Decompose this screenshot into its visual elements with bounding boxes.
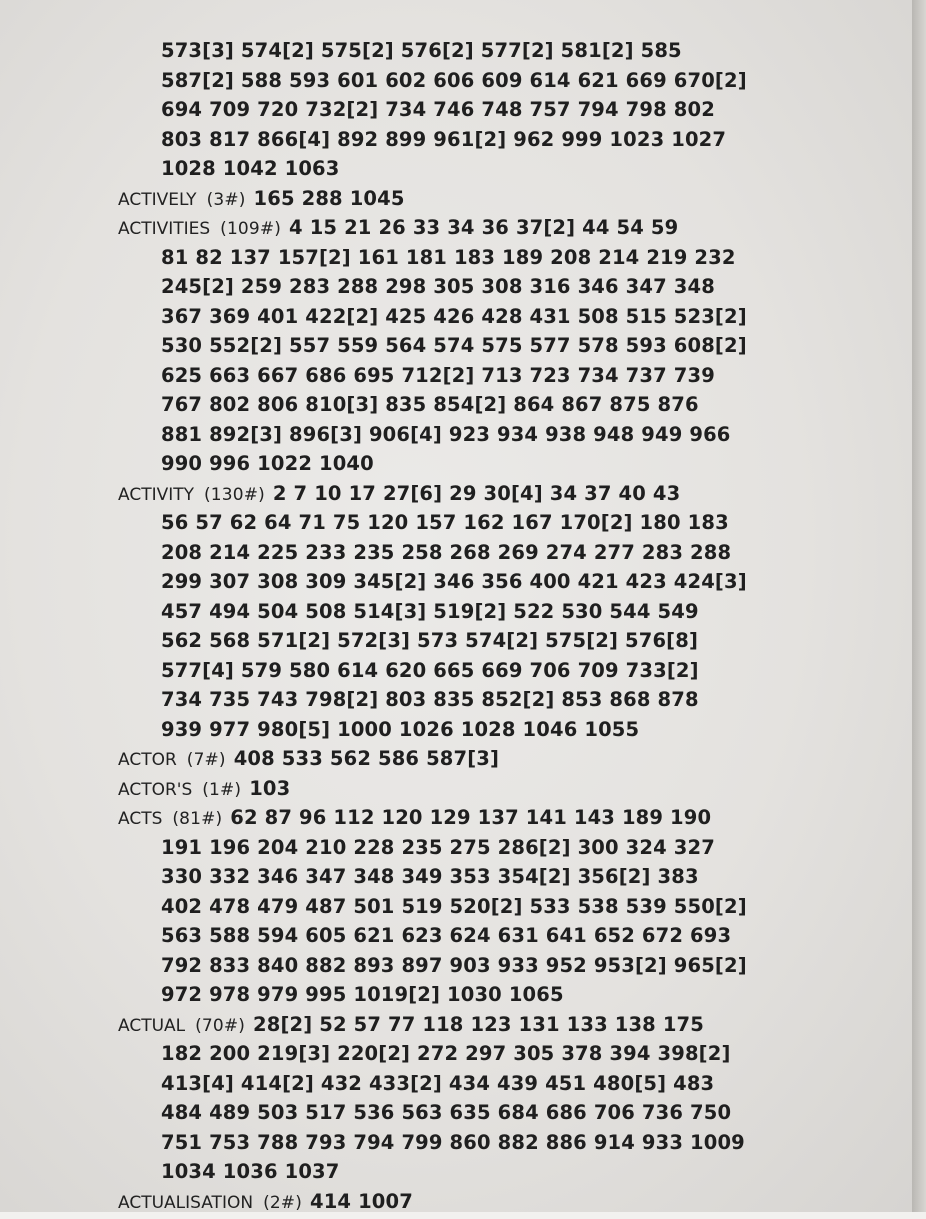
entry-count: (81#) [172,809,223,829]
entry-count: (7#) [186,750,226,770]
page-references: 881 892[3] 896[3] 906[4] 923 934 938 948 949 966 [161,422,731,446]
entry-continuation-line [118,449,878,479]
page-references: 1028 1042 1063 [161,157,340,180]
entry-continuation-line [118,331,878,361]
entry-continuation-line [118,272,878,302]
entry-continuation-line [118,715,878,745]
entry-count: (109#) [220,219,282,239]
index-entry [118,1187,878,1213]
entry-continuation-line [118,420,878,450]
entry-continuation-line [118,1157,878,1187]
entry-first-line [118,774,878,804]
entry-continuation-line [118,125,878,155]
page-references: 245[2] 259 283 288 298 305 308 316 346 347 348 [161,275,715,298]
page-references: 972 978 979 995 1019[2] 1030 1065 [161,983,564,1006]
entry-continuation-line [118,567,878,597]
index-entry [118,479,878,745]
page-references: 208 214 225 233 235 258 268 269 274 277 283 288 [161,540,732,564]
page-references: 413[4] 414[2] 432 433[2] 434 439 451 480[5] 483 [161,1071,715,1095]
page-references: 191 196 204 210 228 235 275 286[2] 300 324 327 [161,835,715,859]
page-references: 751 753 788 793 794 799 860 882 886 914 933 1009 [161,1130,745,1154]
entry-first-line [118,744,878,774]
page-references: 530 552[2] 557 559 564 574 575 577 578 593 608[2] [161,334,747,357]
index-entry [118,36,878,184]
page-references: 414 1007 [310,1189,413,1212]
entry-first-line [118,1010,878,1040]
entry-continuation-line [118,685,878,715]
page-references: 28[2] 52 57 77 118 123 131 133 138 175 [253,1012,704,1036]
page-references: 563 588 594 605 621 623 624 631 641 652 672 693 [161,924,732,947]
page-references: 81 82 137 157[2] 161 181 183 189 208 214 219 232 [161,245,736,269]
entry-first-line [118,803,878,833]
page-references: 402 478 479 487 501 519 520[2] 533 538 539 550[2] [161,894,747,918]
entry-first-line [118,213,878,243]
entry-count: (3#) [206,189,246,210]
entry-count: (70#) [195,1015,246,1036]
entry-headword: ACTOR'S [118,779,193,800]
entry-continuation-line [118,508,878,538]
entry-continuation-line [118,1128,878,1158]
entry-continuation-line [118,862,878,892]
page-references: 694 709 720 732[2] 734 746 748 757 794 798 802 [161,98,715,121]
entry-continuation-line [118,361,878,391]
entry-continuation-line [118,154,878,184]
page-references: 562 568 571[2] 572[3] 573 574[2] 575[2] 576[8] [161,629,699,652]
entry-continuation-line [118,951,878,981]
page-references: 2 7 10 17 27[6] 29 30[4] 34 37 40 43 [272,481,681,505]
entry-continuation-line [118,66,878,96]
entry-continuation-line [118,95,878,125]
entry-first-line [118,479,878,509]
page-references: 625 663 667 686 695 712[2] 713 723 734 737 739 [161,363,715,387]
page-references: 165 288 1045 [253,186,405,210]
index-list [118,36,878,1212]
entry-continuation-line [118,892,878,922]
entry-continuation-line [118,302,878,332]
entry-continuation-line [118,597,878,627]
page-references: 990 996 1022 1040 [161,452,374,475]
entry-headword: ACTUALISATION [118,1192,254,1212]
index-entry [118,774,878,804]
page-references: 587[2] 588 593 601 602 606 609 614 621 669 670[2] [161,68,747,92]
entry-continuation-line [118,626,878,656]
page-references: 1034 1036 1037 [161,1160,340,1183]
page-references: 4 15 21 26 33 34 36 37[2] 44 54 59 [289,216,679,239]
page-right-edge [912,0,926,1219]
entry-continuation-line [118,980,878,1010]
entry-first-line [118,184,878,214]
page-references: 182 200 219[3] 220[2] 272 297 305 378 394 398[2] [161,1042,731,1065]
entry-continuation-line [118,390,878,420]
entry-continuation-line [118,243,878,273]
entry-headword: ACTIVELY [118,189,197,210]
page-references: 767 802 806 810[3] 835 854[2] 864 867 875 876 [161,393,699,416]
page-references: 577[4] 579 580 614 620 665 669 706 709 733[2] [161,658,699,682]
index-entry [118,213,878,479]
index-entry [118,744,878,774]
page-references: 734 735 743 798[2] 803 835 852[2] 853 868 878 [161,688,699,711]
entry-headword: ACTIVITIES [118,219,211,239]
entry-count: (1#) [202,779,242,800]
page-references: 103 [249,776,291,800]
page-bottom-edge [0,1212,926,1219]
entry-count: (2#) [263,1192,302,1212]
entry-headword: ACTIVITY [118,484,195,505]
entry-continuation-line [118,921,878,951]
entry-continuation-line [118,1098,878,1128]
entry-headword: ACTOR [118,750,177,770]
entry-count: (130#) [204,484,265,505]
entry-continuation-line [118,1039,878,1069]
entry-first-line [118,1187,878,1213]
entry-headword: ACTS [118,809,163,829]
page-references: 367 369 401 422[2] 425 426 428 431 508 515 523[2] [161,304,747,328]
page-references: 408 533 562 586 587[3] [233,747,500,770]
page-references: 330 332 346 347 348 349 353 354[2] 356[2] 383 [161,865,699,888]
page-references: 792 833 840 882 893 897 903 933 952 953[2] 965[2] [161,953,747,977]
page-references: 299 307 308 309 345[2] 346 356 400 421 423 424[3] [161,570,747,593]
entry-first-line [118,36,878,66]
page-references: 939 977 980[5] 1000 1026 1028 1046 1055 [161,717,640,741]
entry-continuation-line [118,833,878,863]
page-references: 457 494 504 508 514[3] 519[2] 522 530 544 549 [161,599,699,623]
page-references: 56 57 62 64 71 75 120 157 162 167 170[2] 180 183 [161,511,729,534]
entry-continuation-line [118,1069,878,1099]
page-references: 484 489 503 517 536 563 635 684 686 706 736 750 [161,1101,732,1124]
page-references: 573[3] 574[2] 575[2] 576[2] 577[2] 581[2] 585 [161,39,682,62]
entry-headword: ACTUAL [118,1015,186,1036]
page-references: 803 817 866[4] 892 899 961[2] 962 999 1023 1027 [161,127,727,151]
entry-continuation-line [118,656,878,686]
page-references: 62 87 96 112 120 129 137 141 143 189 190 [230,806,712,829]
index-entry [118,803,878,1010]
entry-continuation-line [118,538,878,568]
index-entry [118,184,878,214]
index-entry [118,1010,878,1187]
